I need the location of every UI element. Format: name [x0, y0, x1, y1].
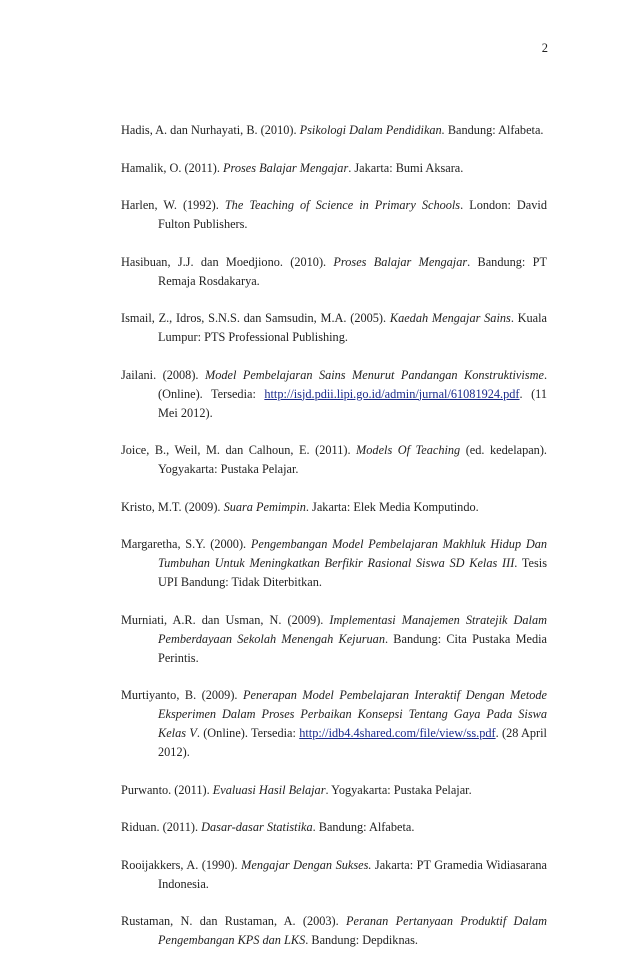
reference-entry: [121, 912, 547, 950]
reference-publisher: . Tesis UPI Bandung: Tidak Diterbitkan.: [158, 556, 547, 589]
reference-author: Hasibuan, J.J. dan Moedjiono. (2010).: [121, 254, 334, 269]
reference-author: Kristo, M.T. (2009).: [121, 499, 224, 514]
reference-author: Rustaman, N. dan Rustaman, A. (2003).: [121, 914, 346, 928]
reference-title: Kaedah Mengajar Sains: [389, 311, 511, 325]
reference-title: Suara Pemimpin: [223, 499, 306, 514]
reference-link[interactable]: http://isjd.pdii.lipi.go.id/admin/jurnal/61081924.pdf: [264, 386, 520, 401]
reference-list: [121, 121, 547, 969]
reference-author: Purwanto. (2011).: [121, 782, 213, 797]
reference-entry: [121, 366, 547, 423]
reference-title: Penerapan Model Pembelajaran Interaktif Dengan Metode Eksperimen Dalam Proses Perbaikan Konsepsi Tentang Gaya Pada Siswa Kelas V: [158, 688, 547, 740]
reference-entry: [121, 856, 547, 894]
reference-author: Joice, B., Weil, M. dan Calhoun, E. (2011).: [121, 443, 357, 457]
reference-author: Hadis, A. dan Nurhayati, B. (2010).: [121, 123, 300, 137]
reference-author: Harlen, W. (1992).: [121, 198, 225, 212]
reference-entry: [121, 121, 547, 140]
reference-author: Riduan. (2011).: [121, 820, 202, 834]
reference-author: Hamalik, O. (2011).: [121, 160, 223, 175]
reference-author: Ismail, Z., Idros, S.N.S. dan Samsudin, M.A. (2005).: [121, 311, 390, 325]
reference-access-date: . (11 Mei 2012).: [158, 386, 548, 420]
reference-entry: [121, 818, 547, 837]
reference-title: Mengajar Dengan Sukses.: [241, 857, 372, 872]
reference-publisher: Jakarta: PT Gramedia Widiasarana Indonesia.: [158, 857, 548, 891]
reference-entry: [121, 159, 547, 178]
reference-author: Murtiyanto, B. (2009).: [121, 688, 243, 702]
reference-source: . (Online). Tersedia:: [196, 726, 300, 740]
reference-source: . (Online). Tersedia:: [158, 367, 548, 401]
reference-publisher: (ed. kedelapan). Yogyakarta: Pustaka Pelajar.: [158, 443, 547, 476]
reference-title: Evaluasi Hasil Belajar: [212, 782, 326, 797]
reference-publisher: . Kuala Lumpur: PTS Professional Publishing.: [158, 311, 548, 344]
reference-publisher: . Bandung: PT Remaja Rosdakarya.: [158, 254, 547, 288]
reference-title: Dasar-dasar Statistika: [201, 820, 313, 834]
reference-title: Proses Balajar Mengajar: [223, 160, 349, 175]
reference-author: Jailani. (2008).: [121, 367, 205, 382]
reference-entry: [121, 686, 547, 762]
reference-entry: [121, 309, 547, 347]
reference-title: Model Pembelajaran Sains Menurut Pandangan Konstruktivisme: [204, 367, 544, 382]
reference-publisher: Bandung: Alfabeta.: [444, 123, 544, 137]
reference-author: Rooijakkers, A. (1990).: [121, 857, 242, 872]
reference-entry: [121, 535, 547, 592]
reference-publisher: . Jakarta: Bumi Aksara.: [348, 160, 464, 175]
reference-entry: [121, 196, 547, 234]
reference-title: The Teaching of Science in Primary Schools: [224, 198, 461, 212]
reference-entry: [121, 498, 547, 517]
reference-link[interactable]: http://idb4.4shared.com/file/view/ss.pdf: [299, 726, 496, 740]
page-number: 2: [541, 41, 548, 55]
reference-title: Models Of Teaching: [356, 443, 461, 457]
reference-entry: [121, 253, 547, 291]
reference-author: Margaretha, S.Y. (2000).: [121, 537, 251, 551]
reference-author: Murniati, A.R. dan Usman, N. (2009).: [121, 612, 330, 627]
reference-title: Proses Balajar Mengajar: [333, 254, 468, 269]
reference-publisher: . Yogyakarta: Pustaka Pelajar.: [325, 782, 472, 797]
reference-title: Psikologi Dalam Pendidikan.: [299, 123, 445, 137]
reference-entry: [121, 611, 547, 668]
reference-title: Peranan Pertanyaan Produktif Dalam Pengembangan KPS dan LKS: [158, 914, 547, 947]
reference-access-date: . (28 April 2012).: [158, 726, 547, 759]
reference-entry: [121, 441, 547, 479]
reference-publisher: . Bandung: Cita Pustaka Media Perintis.: [158, 631, 547, 665]
reference-title: Pengembangan Model Pembelajaran Makhluk Hidup Dan Tumbuhan Untuk Meningkatkan Berfikir Rasional Siswa SD Kelas III: [158, 537, 547, 570]
reference-publisher: . Bandung: Alfabeta.: [312, 820, 415, 834]
reference-publisher: . London: David Fulton Publishers.: [158, 198, 547, 231]
reference-publisher: . Bandung: Depdiknas.: [305, 933, 418, 947]
reference-title: Implementasi Manajemen Stratejik Dalam Pemberdayaan Sekolah Menengah Kejuruan: [158, 612, 547, 646]
reference-publisher: . Jakarta: Elek Media Komputindo.: [305, 499, 479, 514]
reference-entry: [121, 781, 547, 800]
